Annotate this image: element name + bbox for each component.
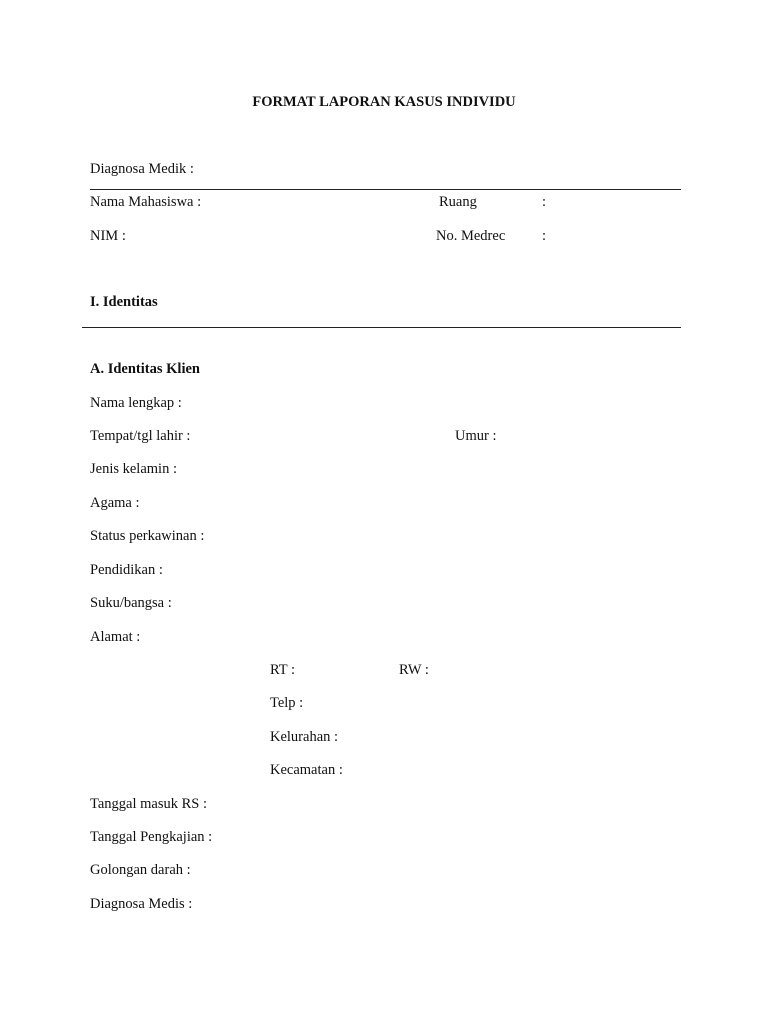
kelurahan-label: Kelurahan : [270, 729, 339, 745]
no-medrec-label: No. Medrec [436, 228, 506, 244]
diagnosa-medik-label: Diagnosa Medik : [90, 161, 194, 177]
golongan-darah-label: Golongan darah : [90, 862, 191, 878]
status-perkawinan-label: Status perkawinan : [90, 528, 205, 544]
nama-mahasiswa-label: Nama Mahasiswa : [90, 194, 202, 210]
ruang-colon: : [542, 194, 547, 210]
umur-label: Umur : [455, 428, 497, 444]
suku-bangsa-label: Suku/bangsa : [90, 595, 172, 611]
rw-label: RW : [399, 662, 429, 678]
subsection-identitas-klien-heading: A. Identitas Klien [90, 361, 200, 377]
pendidikan-label: Pendidikan : [90, 562, 163, 578]
kecamatan-label: Kecamatan : [270, 762, 343, 778]
header-divider-line [90, 189, 681, 190]
nama-lengkap-label: Nama lengkap : [90, 395, 182, 411]
nim-label: NIM : [90, 228, 126, 244]
diagnosa-medis-label: Diagnosa Medis : [90, 896, 193, 912]
rt-label: RT : [270, 662, 296, 678]
no-medrec-colon: : [542, 228, 547, 244]
telp-label: Telp : [270, 695, 304, 711]
tanggal-masuk-rs-label: Tanggal masuk RS : [90, 796, 207, 812]
document-title: FORMAT LAPORAN KASUS INDIVIDU [252, 94, 516, 110]
ruang-label: Ruang [439, 194, 477, 210]
agama-label: Agama : [90, 495, 140, 511]
tanggal-pengkajian-label: Tanggal Pengkajian : [90, 829, 213, 845]
section-divider-line [82, 327, 681, 328]
alamat-label: Alamat : [90, 629, 141, 645]
section-identitas-heading: I. Identitas [90, 294, 158, 310]
jenis-kelamin-label: Jenis kelamin : [90, 461, 177, 477]
tempat-tgl-lahir-label: Tempat/tgl lahir : [90, 428, 191, 444]
